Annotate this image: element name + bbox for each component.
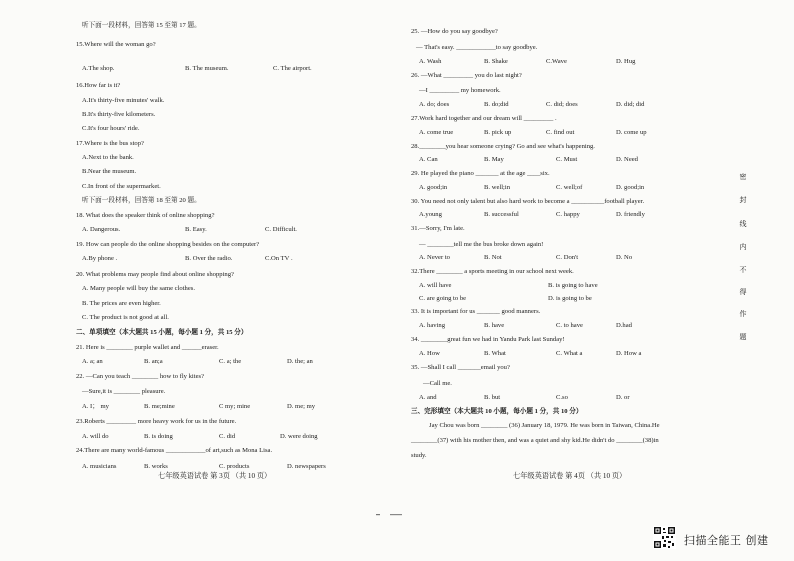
answer-option: A. Dangerous. (82, 226, 121, 233)
question-line: A.Next to the bank. (82, 154, 134, 161)
binding-margin-char: 不 (739, 265, 747, 274)
answer-option: B. What (484, 350, 506, 357)
question-line: 24.There are many world-famous ____________of art,such as Mona Lisa. (76, 447, 273, 454)
answer-option: C. The airport. (273, 65, 312, 72)
answer-option: A. having (419, 322, 446, 329)
question-line: A.It's thirty-five minutes' walk. (82, 97, 165, 104)
answer-option: B. well;in (484, 184, 511, 191)
question-line: 25. —How do you say goodbye? (411, 28, 498, 35)
answer-option: A. come true (419, 129, 454, 136)
answer-option: C.so (556, 394, 568, 401)
answer-option: A. do; does (419, 101, 450, 108)
answer-option: C my; mine (219, 403, 251, 410)
answer-option: A. musicians (82, 463, 117, 470)
answer-option: B. pick up (484, 129, 512, 136)
answer-option: B. me;mine (144, 403, 175, 410)
question-line: 30. You need not only talent but also hard work to become a __________football player. (411, 198, 645, 205)
question-line: 23.Roberts _________ more heavy work for us in the future. (76, 418, 237, 425)
question-line: Jay Chou was born ________ (36) January 18, 1979. He was born in Taiwan, China.He (429, 422, 660, 429)
binding-margin-char: 作 (739, 310, 747, 319)
binding-margin-char: 题 (739, 332, 747, 341)
question-line: 15.Where will the woman go? (76, 41, 156, 48)
question-line: 16.How far is it? (76, 82, 121, 89)
answer-option: B. Easy. (185, 226, 207, 233)
answer-option: C. to have (556, 322, 583, 329)
answer-option: C. products (219, 463, 250, 470)
answer-option: B. do;did (484, 101, 509, 108)
answer-option: C. find out (546, 129, 575, 136)
question-line: — ________tell me the bus broke down again! (419, 241, 544, 248)
binding-margin (736, 0, 794, 445)
question-line: 22. —Can you teach ________ how to fly kites? (76, 373, 205, 380)
binding-margin-char: 封 (739, 195, 747, 204)
answer-option: B. have (484, 322, 505, 329)
answer-option: C.On TV . (265, 255, 293, 262)
question-line: 34. ________great fun we had in Yandu Park last Sunday! (411, 336, 565, 343)
answer-option: C. happy (556, 211, 580, 218)
question-line: —Sure,it is ________ pleasure. (82, 388, 166, 395)
answer-option: C. Difficult. (265, 226, 297, 233)
answer-option: D. is going to be (548, 295, 592, 302)
answer-option: B. an;a (144, 358, 163, 365)
answer-option: D. were doing (280, 433, 318, 440)
answer-option: C. did (219, 433, 236, 440)
question-line: 27.Work hard together and our dream will _________ . (411, 115, 557, 122)
answer-option: C. What a (556, 350, 583, 357)
answer-option: A. good;in (419, 184, 448, 191)
answer-option: C.Wave (546, 58, 567, 65)
answer-option: B. Not (484, 254, 502, 261)
answer-option: B. works (144, 463, 168, 470)
answer-option: A.By phone . (82, 255, 118, 262)
answer-option: D. How a (616, 350, 642, 357)
answer-option: D. or (616, 394, 630, 401)
answer-option: A.young (419, 211, 442, 218)
question-line: 三、完形填空（本大题共 10 小题，每小题 1 分，共 10 分） (411, 408, 583, 415)
answer-option: B. but (484, 394, 501, 401)
question-line: 31.—Sorry, I'm late. (411, 225, 465, 232)
question-line: 20. What problems may people find about online shopping? (76, 271, 234, 278)
question-line: 35. —Shall I call _______email you? (411, 364, 510, 371)
question-line: —I _________ my homework. (419, 87, 501, 94)
question-line: A. Many people will buy the same clothes. (82, 285, 195, 292)
answer-option: C. Must (556, 156, 578, 163)
question-line: B.Near the museum. (82, 168, 137, 175)
answer-option: B. Over the radio. (185, 255, 233, 262)
question-line: 32.There ________ a sports meeting in our school next week. (411, 268, 574, 275)
answer-option: D. come up (616, 129, 647, 136)
question-line: ________(37) with his mother then, and was a quiet and shy kid.He didn't do ________(38)in (411, 437, 659, 444)
scanner-watermark: 扫描全能王 创建 (684, 534, 769, 547)
answer-option: B. is going to have (548, 282, 598, 289)
answer-option: A. will do (82, 433, 109, 440)
answer-option: D. friendly (616, 211, 645, 218)
question-line: 17.Where is the bus stop? (76, 140, 144, 147)
footer-page-4: 七年级英语试卷 第 4页 （共 10 页） (513, 472, 627, 480)
question-line: —Call me. (423, 380, 452, 387)
question-line: C.It's four hours' ride. (82, 125, 140, 132)
question-line: 29. He played the piano _______ at the age ____six. (411, 170, 550, 177)
answer-option: A. I； my (82, 403, 109, 410)
answer-option: B. Shake (484, 58, 508, 65)
answer-option: D. Need (616, 156, 638, 163)
answer-option: D. me; my (287, 403, 316, 410)
answer-option: C. did; does (546, 101, 578, 108)
question-line: C. The product is not good at all. (82, 314, 169, 321)
question-line: B.It's thirty-five kilometers. (82, 111, 156, 118)
scan-artifact (376, 513, 414, 516)
answer-option: D. good;in (616, 184, 645, 191)
qr-code-icon (653, 526, 676, 549)
question-line: 26. —What _________ you do last night? (411, 72, 522, 79)
binding-margin-char: 密 (739, 173, 747, 182)
answer-option: C. are going to be (419, 295, 467, 302)
answer-option: D. Hug (616, 58, 636, 65)
answer-option: D. did; did (616, 101, 645, 108)
question-line: 二、单项填空（本大题共 15 小题，每小题 1 分，共 15 分） (76, 329, 248, 336)
answer-option: A.The shop. (82, 65, 115, 72)
answer-option: A. will have (419, 282, 452, 289)
answer-option: A. Never to (419, 254, 450, 261)
answer-option: D. No (616, 254, 633, 261)
answer-option: A. Can (419, 156, 438, 163)
question-line: B. The prices are even higher. (82, 300, 161, 307)
question-line: 21. Here is ________ purple wallet and ______eraser. (76, 344, 219, 351)
answer-option: B. successful (484, 211, 519, 218)
answer-option: D. newspapers (287, 463, 326, 470)
question-line: 33. It is important for us _______ good manners. (411, 308, 541, 315)
answer-option: A. How (419, 350, 440, 357)
question-line: 听下面一段材料，回答第 15 至第 17 题。 (82, 22, 201, 29)
answer-option: B. is doing (144, 433, 173, 440)
question-line: — That's easy. ____________to say goodbye. (416, 44, 538, 51)
answer-option: B. May (484, 156, 504, 163)
binding-margin-char: 内 (739, 242, 747, 251)
answer-option: B. The museum. (185, 65, 229, 72)
answer-option: C. a; the (219, 358, 242, 365)
question-line: study. (411, 452, 427, 459)
binding-margin-char: 线 (739, 220, 747, 229)
question-line: 听下面一段材料，回答第 18 至第 20 题。 (82, 197, 201, 204)
answer-option: A. Wash (419, 58, 442, 65)
binding-margin-char: 得 (739, 288, 747, 296)
answer-option: D.had (616, 322, 632, 329)
question-line: C.In front of the supermarket. (82, 183, 161, 190)
answer-option: A. and (419, 394, 437, 401)
question-line: 18. What does the speaker think of online shopping? (76, 212, 215, 219)
answer-option: A. a; an (82, 358, 103, 365)
question-line: 28.________you hear someone crying? Go and see what's happening. (411, 143, 595, 150)
answer-option: C. Don't (556, 254, 579, 261)
question-line: 19. How can people do the online shopping besides on the computer? (76, 241, 260, 248)
answer-option: C. well;of (556, 184, 583, 191)
footer-page-3: 七年级英语试卷 第 3页 （共 10 页） (158, 472, 272, 480)
answer-option: D. the; an (287, 358, 313, 365)
